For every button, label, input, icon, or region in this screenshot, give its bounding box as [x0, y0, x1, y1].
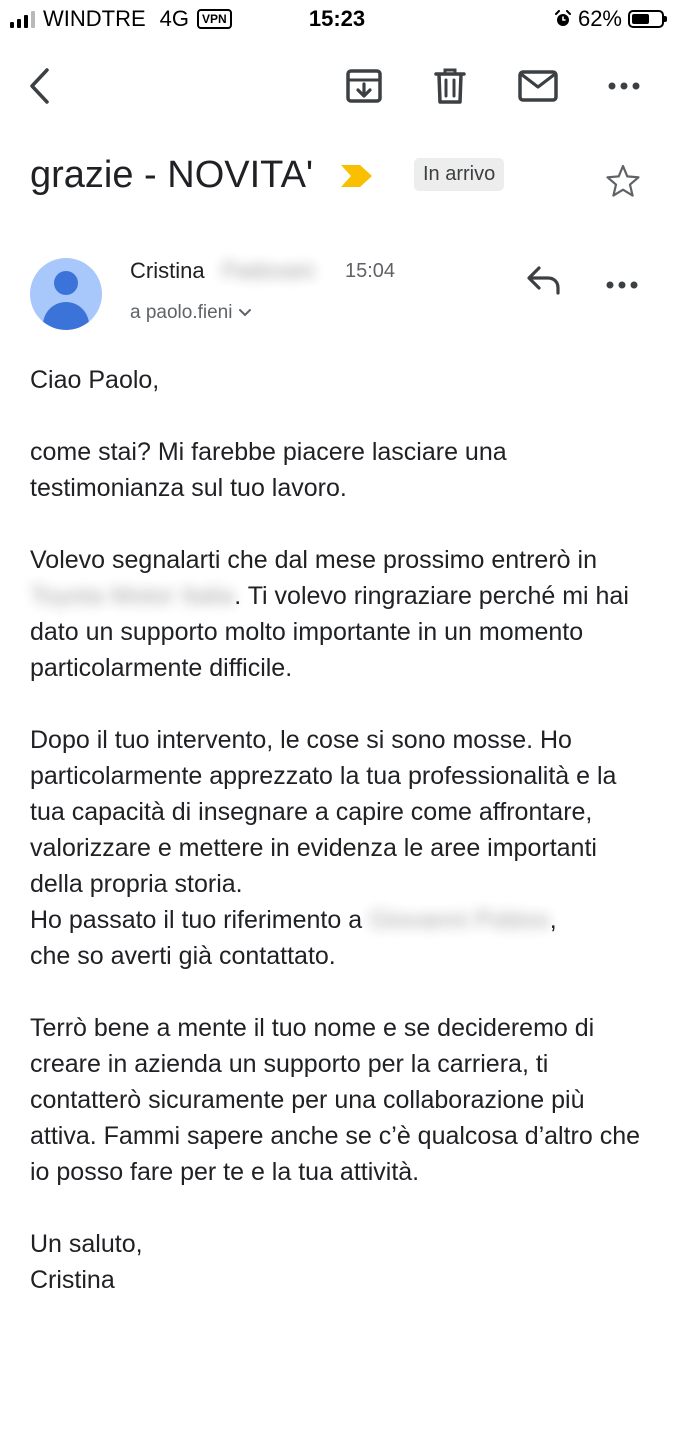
- more-horizontal-icon: [608, 82, 640, 90]
- back-button[interactable]: [10, 56, 70, 116]
- greeting: Ciao Paolo,: [30, 366, 160, 394]
- mark-unread-button[interactable]: [508, 56, 568, 116]
- trash-icon: [433, 67, 467, 105]
- status-right: [554, 6, 664, 32]
- delete-button[interactable]: [420, 56, 480, 116]
- importance-marker-icon[interactable]: [340, 164, 374, 188]
- sender-surname: Padovani: [222, 258, 314, 283]
- sender-row: [30, 258, 650, 338]
- paragraph-4-text-a: Ho passato il tuo riferimento a: [30, 906, 363, 934]
- network-type: 4G: [159, 6, 190, 31]
- back-arrow-icon: [25, 66, 55, 106]
- avatar[interactable]: [30, 258, 102, 330]
- paragraph-2-text-a: Volevo segnalarti che dal mese prossimo entrerò in: [30, 546, 597, 574]
- avatar-head: [54, 271, 78, 295]
- email-time: 15:04: [345, 260, 396, 282]
- alarm-icon: [554, 10, 572, 28]
- status-time: 15:23: [308, 6, 366, 31]
- paragraph-2-text-b: . Ti volevo ringraziare perché mi hai dato un supporto molto importante in un momento particolarmente difficile.: [30, 582, 629, 682]
- reply-icon: [524, 260, 564, 300]
- paragraph-3: Dopo il tuo intervento, le cose si sono mosse. Ho particolarmente apprezzato la tua professionalità e la tua capacità di insegnare a capire come affrontare, valorizzare e mettere in evidenza le aree importanti della propria storia.: [30, 726, 617, 898]
- paragraph-4-text-b: , che so averti già contattato.: [30, 906, 557, 970]
- closing: Un saluto,: [30, 1230, 143, 1258]
- company-name-blurred: Toyota Motor Italia: [30, 582, 235, 610]
- label-chip-inbox[interactable]: In arrivo: [414, 158, 504, 191]
- archive-icon: [345, 67, 383, 105]
- more-options-button[interactable]: [594, 56, 654, 116]
- subject-row: [30, 150, 650, 210]
- chevron-down-icon: [238, 308, 252, 318]
- recipient-text: a paolo.fieni: [130, 302, 233, 323]
- paragraph-1: come stai? Mi farebbe piacere lasciare una testimonianza sul tuo lavoro.: [30, 438, 507, 502]
- paragraph-2: [30, 542, 630, 686]
- paragraph-5: Terrò bene a mente il tuo nome e se decideremo di creare in azienda un supporto per la carriera, ti contatterò sicuramente per una collaborazione più attiva. Fammi sapere anche se c’è qualcosa d’altro che io posso fare per te e la tua attività.: [30, 1014, 641, 1186]
- email-subject: grazie - NOVITA': [30, 154, 314, 196]
- signature: Cristina: [30, 1266, 115, 1294]
- email-toolbar: [0, 56, 674, 116]
- message-more-button[interactable]: [606, 260, 638, 294]
- star-icon[interactable]: [606, 164, 640, 198]
- battery-percent: 62%: [577, 6, 622, 31]
- carrier-name: WINDTRE: [43, 6, 146, 31]
- archive-button[interactable]: [334, 56, 394, 116]
- more-horizontal-icon: [606, 281, 638, 289]
- status-bar: [0, 0, 674, 38]
- vpn-badge: VPN: [197, 9, 232, 29]
- email-body: [30, 362, 650, 1298]
- person-name-blurred: Giovanni Pobiss: [369, 906, 550, 934]
- mail-icon: [518, 70, 558, 102]
- avatar-body: [43, 302, 89, 330]
- reply-button[interactable]: [524, 260, 564, 305]
- battery-icon: [628, 10, 664, 28]
- paragraph-4: [30, 902, 570, 974]
- sender-name: Cristina: [130, 258, 205, 283]
- recipient-details[interactable]: [130, 302, 252, 324]
